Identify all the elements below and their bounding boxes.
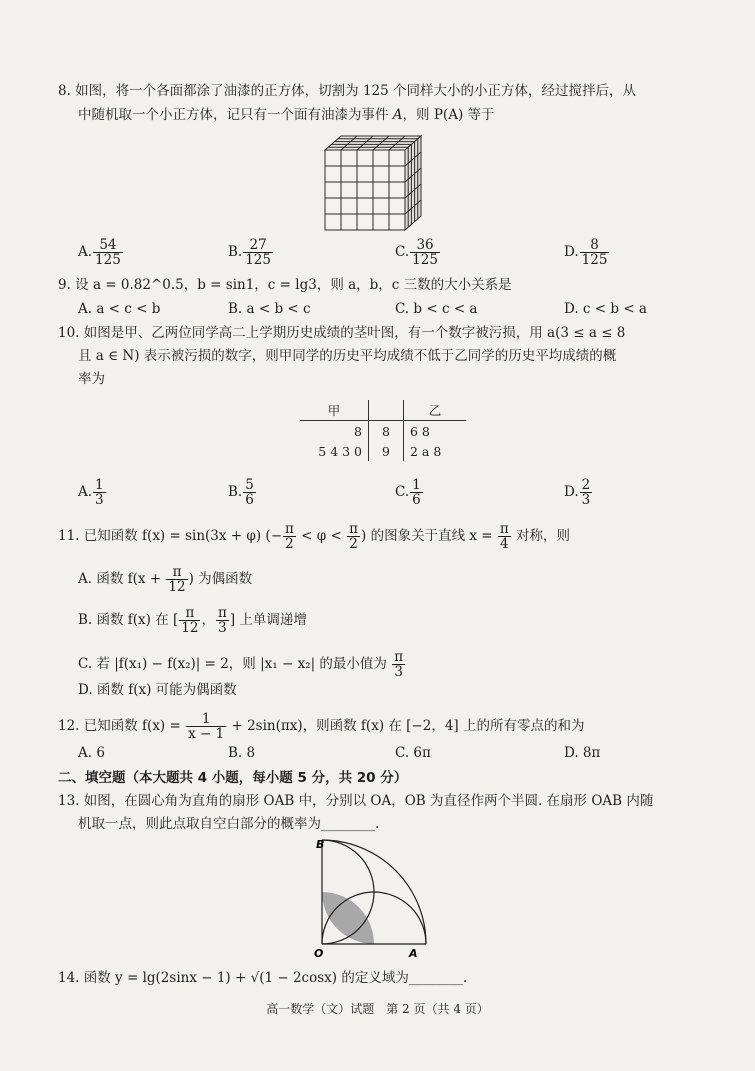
label-o: O: [314, 947, 324, 960]
option-fraction: [179, 606, 200, 635]
q8-option-a[interactable]: [78, 238, 124, 267]
q12-stem: [58, 712, 584, 741]
q11-stem-part: 对称，则: [511, 528, 571, 544]
option-text: C. 若 |f(x₁) − f(x₂)| = 2，则 |x₁ − x₂| 的最小值为: [78, 656, 392, 672]
label-b: B: [316, 838, 325, 851]
option-label: A.: [78, 484, 93, 500]
q8-option-b[interactable]: [228, 238, 274, 267]
frac-den: 6: [245, 492, 254, 508]
q8-event-var: A: [392, 107, 403, 123]
frac-num: 1: [186, 712, 226, 727]
frac-den: 2: [285, 536, 294, 552]
q12-stem-part: 12. 已知函数 f(x) =: [58, 718, 186, 734]
stem-leaf-table: [300, 400, 466, 461]
frac-den: 3: [218, 620, 227, 636]
table-row-stem: 9: [382, 443, 390, 459]
q9-stem: 9. 设 a = 0.82^0.5，b = sin1，c = lg3，则 a，b，c 三数的大小关系是: [58, 277, 512, 293]
frac-den: 125: [245, 252, 271, 268]
q8-option-d[interactable]: [564, 238, 610, 267]
frac-den: 12: [168, 579, 186, 595]
table-head-left: 甲: [300, 400, 369, 421]
frac-num: 8: [580, 238, 610, 253]
frac-den: 3: [394, 664, 403, 680]
option-text: B. 函数 f(x) 在 [: [78, 612, 179, 628]
option-fraction: [580, 238, 610, 267]
table-head-right: 乙: [404, 400, 467, 421]
table-row-left: 5 4 3 0: [300, 441, 369, 461]
q12-option-a[interactable]: A. 6: [78, 745, 105, 761]
frac-num: π: [499, 521, 509, 537]
option-label: D.: [564, 484, 579, 500]
frac-den: 125: [95, 252, 121, 268]
frac-num: π: [217, 605, 227, 621]
q10-stem-line1: 10. 如图是甲、乙两位同学高二上学期历史成绩的茎叶图，有一个数字被污损，用 a(3 ≤ a ≤ 8: [58, 325, 626, 341]
option-text: ，: [201, 612, 215, 628]
option-text: ) 为偶函数: [188, 571, 253, 587]
q11-cond-frac: [283, 522, 296, 551]
q10-option-a[interactable]: [78, 478, 107, 507]
frac-num: 54: [93, 238, 123, 253]
frac-den: 6: [412, 492, 421, 508]
frac-den: 125: [412, 252, 438, 268]
q11-cond-part: < φ <: [296, 528, 347, 544]
q11-cond-part: (−: [265, 528, 283, 544]
option-label: C.: [395, 484, 410, 500]
sector-figure: [300, 836, 430, 962]
q9-option-d[interactable]: D. c < b < a: [564, 301, 647, 317]
q13-stem-line2: 机取一点，则此点取自空白部分的概率为________.: [78, 816, 380, 832]
option-label: C.: [395, 244, 410, 260]
option-text: A. 函数 f(x +: [78, 571, 166, 587]
option-fraction: [216, 606, 229, 635]
q8-option-c[interactable]: [395, 238, 441, 267]
frac-num: 5: [245, 477, 254, 493]
frac-num: 36: [410, 238, 440, 253]
q11-cond-frac: [347, 522, 360, 551]
q8-stem-part: ，则 P(A) 等于: [402, 107, 495, 123]
frac-den: 2: [349, 536, 358, 552]
option-label: A.: [78, 244, 93, 260]
label-a: A: [409, 947, 418, 960]
frac-den: 12: [181, 620, 199, 636]
frac-den: 4: [500, 536, 509, 552]
frac-den: 3: [581, 492, 591, 508]
q12-frac: [186, 712, 226, 741]
q9-option-a[interactable]: A. a < c < b: [78, 301, 161, 317]
q9-option-b[interactable]: B. a < b < c: [228, 301, 311, 317]
q11-option-c[interactable]: [78, 650, 406, 679]
q12-stem-part: + 2sin(πx)，则函数 f(x) 在 [−2，4] 上的所有零点的和为: [227, 718, 585, 734]
q9-option-c[interactable]: C. b < c < a: [395, 301, 478, 317]
option-fraction: [93, 478, 106, 507]
q13-stem-line1: 13. 如图，在圆心角为直角的扇形 OAB 中，分别以 OA，OB 为直径作两个半圆. 在扇形 OAB 内随: [58, 793, 654, 809]
frac-num: 1: [412, 477, 421, 493]
table-row-right: 6 8: [404, 421, 467, 442]
option-text: ] 上单调递增: [229, 612, 307, 628]
option-label: B.: [228, 244, 243, 260]
q12-option-d[interactable]: D. 8π: [564, 745, 601, 761]
q8-stem-line2: [78, 106, 495, 124]
q11-option-d[interactable]: D. 函数 f(x) 可能为偶函数: [78, 682, 237, 698]
q11-option-b[interactable]: [78, 606, 307, 635]
q11-stem-part: 11. 已知函数 f(x) = sin(3x + φ): [58, 528, 262, 544]
q11-stem: [58, 522, 570, 551]
q8-stem-part: 中随机取一个小正方体，记只有一个面有油漆为事件: [78, 107, 393, 123]
option-fraction: [580, 478, 593, 507]
option-fraction: [166, 565, 187, 594]
option-fraction: [410, 478, 423, 507]
q10-option-c[interactable]: [395, 478, 424, 507]
q10-stem-line3: 率为: [78, 371, 105, 387]
table-head-stem: [369, 400, 404, 421]
q12-option-c[interactable]: C. 6π: [395, 745, 431, 761]
frac-num: 1: [95, 477, 104, 493]
q10-option-d[interactable]: [564, 478, 593, 507]
q11-cond-part: ): [361, 528, 367, 544]
q11-stem-part: 的图象关于直线 x =: [366, 528, 497, 544]
q12-option-b[interactable]: B. 8: [228, 745, 256, 761]
q10-stem-line2: 且 a ∈ N) 表示被污损的数字，则甲同学的历史平均成绩不低于乙同学的历史平均成绩的概: [78, 348, 617, 364]
section-heading: 二、填空题（本大题共 4 小题，每小题 5 分，共 20 分）: [58, 770, 408, 786]
option-fraction: [410, 238, 440, 267]
option-fraction: [243, 478, 256, 507]
q14-stem: 14. 函数 y = lg(2sinx − 1) + √(1 − 2cosx) 的定义域为________.: [58, 970, 468, 986]
cube-figure: [320, 132, 430, 234]
option-label: B.: [228, 484, 243, 500]
frac-den: x − 1: [188, 726, 225, 742]
q8-stem-line1: 8. 如图，将一个各面都涂了油漆的正方体，切割为 125 个同样大小的小正方体，经过搅拌后，从: [58, 83, 637, 99]
frac-num: π: [349, 521, 359, 537]
table-row-stem: 8: [382, 423, 390, 439]
q11-line-frac: [498, 522, 511, 551]
frac-num: π: [166, 565, 187, 580]
option-fraction: [93, 238, 123, 267]
frac-num: π: [394, 649, 404, 665]
q10-option-b[interactable]: [228, 478, 257, 507]
table-row-right: 2 a 8: [404, 441, 467, 461]
frac-num: π: [285, 521, 294, 537]
option-label: D.: [564, 244, 579, 260]
frac-num: π: [179, 606, 200, 621]
frac-den: 3: [95, 492, 104, 508]
table-row-left: 8: [300, 421, 369, 442]
page-footer: 高一数学（文）试题 第 2 页（共 4 页）: [266, 1002, 489, 1016]
frac-num: 27: [243, 238, 273, 253]
option-fraction: [392, 650, 405, 679]
q11-option-a[interactable]: [78, 565, 252, 594]
frac-num: 2: [581, 477, 591, 493]
frac-den: 125: [581, 252, 608, 268]
option-fraction: [243, 238, 273, 267]
